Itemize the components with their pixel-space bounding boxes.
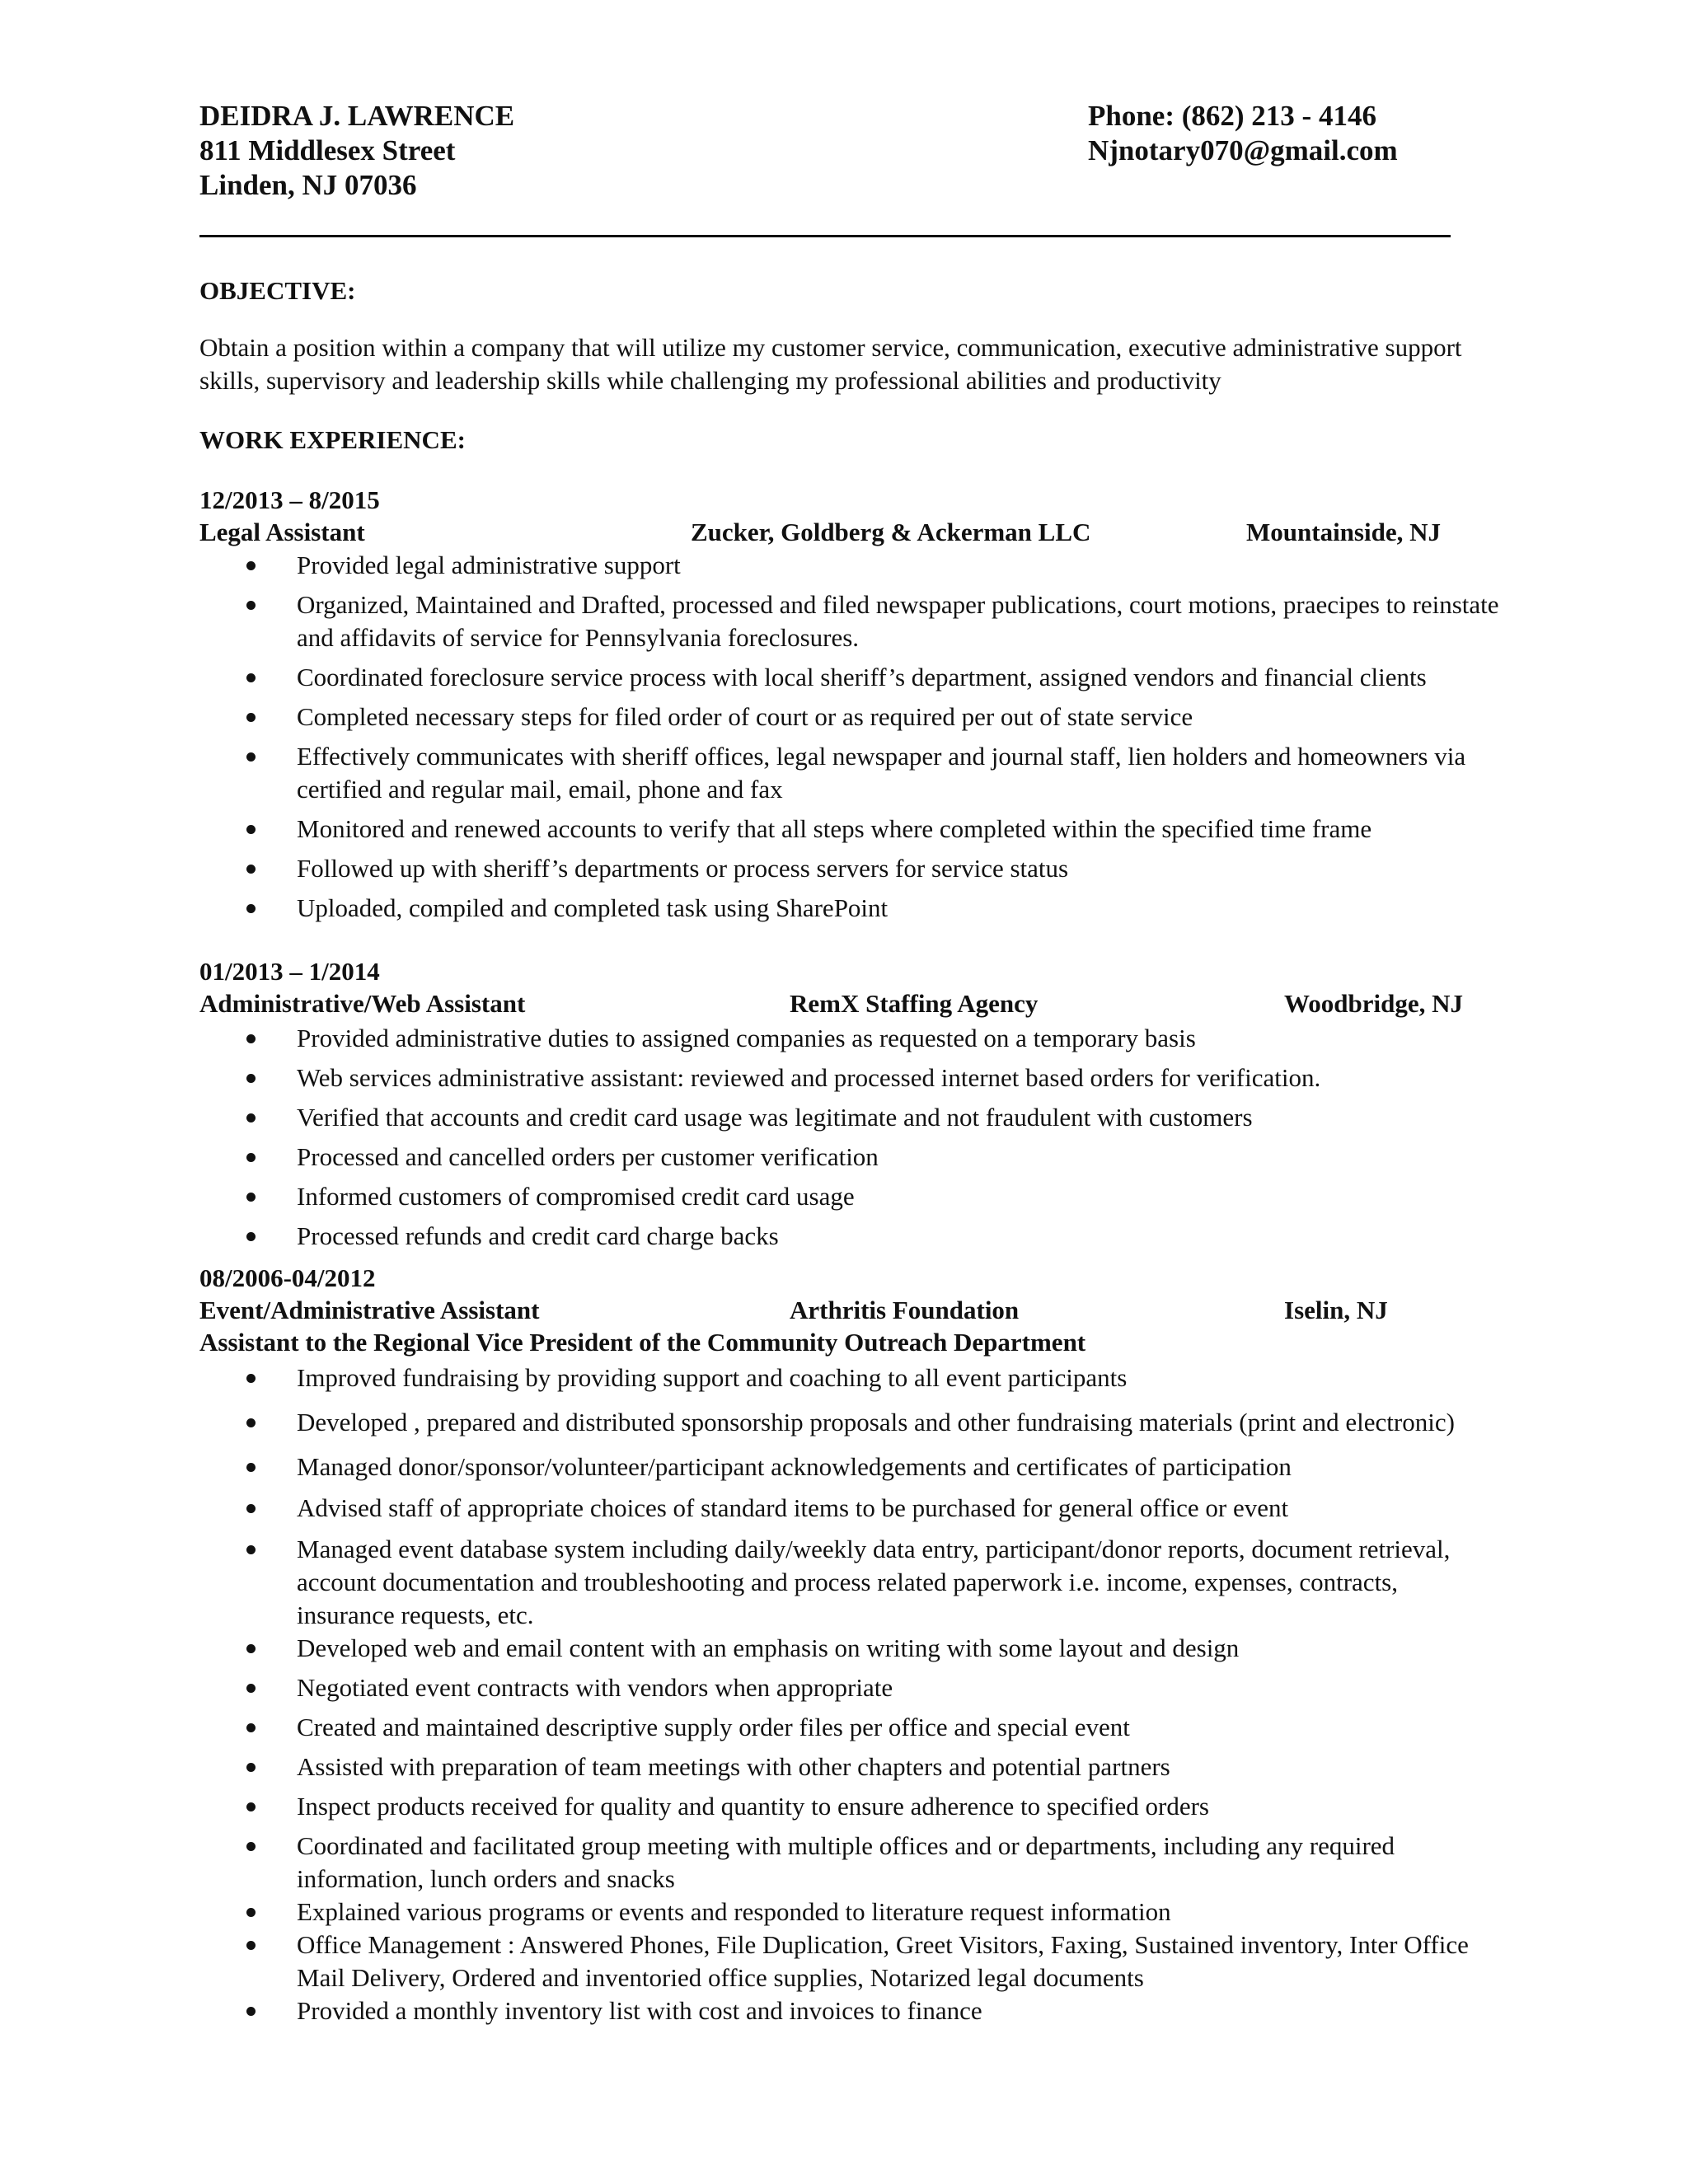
list-item: Monitored and renewed accounts to verify that all steps where completed within the specified time frame [199, 813, 1502, 846]
bullet-icon [246, 1374, 256, 1383]
bullet-icon [246, 1504, 256, 1513]
job-company: RemX Staffing Agency [790, 989, 1039, 1018]
bullet-icon [246, 1684, 256, 1693]
job-bullets [199, 1022, 1502, 1253]
job-subtitle: Assistant to the Regional Vice President of the Community Outreach Department [199, 1328, 1086, 1357]
bullet-icon [246, 752, 256, 762]
list-item: Managed event database system including daily/weekly data entry, participant/donor reports, document retrieval, account documentation and troubleshooting and process related paperwork i.e. income, expenses, contracts, insurance requests, etc. [199, 1533, 1502, 1632]
bullet-icon [246, 1232, 256, 1241]
bullet-icon [246, 1153, 256, 1162]
bullet-icon [246, 1074, 256, 1083]
job-location: Iselin, NJ [1284, 1296, 1388, 1324]
bullet-icon [246, 1941, 256, 1950]
bullet-icon [246, 1545, 256, 1554]
list-item: Assisted with preparation of team meetings with other chapters and potential partners [199, 1750, 1502, 1783]
work-experience-heading: WORK EXPERIENCE: [199, 425, 466, 454]
job-title: Event/Administrative Assistant [199, 1296, 540, 1324]
bullet-icon [246, 673, 256, 682]
bullet-icon [246, 601, 256, 610]
job-company: Zucker, Goldberg & Ackerman LLC [691, 518, 1091, 546]
objective-text: Obtain a position within a company that will utilize my customer service, communication, executive administrative support skills, supervisory and leadership skills while challenging my professional abilities and productivity [199, 333, 1462, 395]
bullet-icon [246, 1644, 256, 1653]
bullet-icon [246, 2007, 256, 2016]
list-item: Created and maintained descriptive supply order files per office and special event [199, 1711, 1502, 1744]
job-location: Mountainside, NJ [1246, 518, 1441, 546]
bullet-icon [246, 904, 256, 913]
bullet-icon [246, 1418, 256, 1427]
list-item: Processed and cancelled orders per customer verification [199, 1141, 1502, 1174]
bullet-icon [246, 1842, 256, 1851]
list-item: Organized, Maintained and Drafted, processed and filed newspaper publications, court motions, praecipes to reinstate and affidavits of service for Pennsylvania foreclosures. [199, 588, 1502, 654]
list-item: Explained various programs or events and responded to literature request information [199, 1896, 1502, 1929]
bullet-icon [246, 1463, 256, 1472]
job-dates: 12/2013 – 8/2015 [199, 485, 380, 514]
header-divider [199, 235, 1451, 237]
bullet-icon [246, 1723, 256, 1732]
list-item: Followed up with sheriff’s departments or process servers for service status [199, 852, 1502, 885]
list-item: Completed necessary steps for filed order of court or as required per out of state service [199, 701, 1502, 733]
list-item: Informed customers of compromised credit card usage [199, 1180, 1502, 1213]
list-item: Effectively communicates with sheriff offices, legal newspaper and journal staff, lien holders and homeowners via certified and regular mail, email, phone and fax [199, 740, 1502, 806]
list-item: Processed refunds and credit card charge backs [199, 1220, 1502, 1253]
list-item: Provided administrative duties to assigned companies as requested on a temporary basis [199, 1022, 1502, 1055]
list-item: Provided legal administrative support [199, 549, 1502, 582]
city-address: Linden, NJ 07036 [199, 169, 417, 201]
list-item: Uploaded, compiled and completed task using SharePoint [199, 892, 1502, 925]
bullet-icon [246, 1034, 256, 1043]
bullet-icon [246, 865, 256, 874]
objective-heading: OBJECTIVE: [199, 276, 356, 305]
job-title: Administrative/Web Assistant [199, 989, 526, 1018]
bullet-icon [246, 713, 256, 722]
list-item: Provided a monthly inventory list with cost and invoices to finance [199, 1994, 1502, 2027]
candidate-name: DEIDRA J. LAWRENCE [199, 100, 515, 132]
job-title: Legal Assistant [199, 518, 365, 546]
bullet-icon [246, 1908, 256, 1917]
job-company: Arthritis Foundation [790, 1296, 1020, 1324]
list-item: Improved fundraising by providing support and coaching to all event participants [199, 1361, 1502, 1394]
bullet-icon [246, 1802, 256, 1811]
bullet-icon [246, 1763, 256, 1772]
list-item: Managed donor/sponsor/volunteer/participant acknowledgements and certificates of participation [199, 1451, 1502, 1483]
list-item: Web services administrative assistant: reviewed and processed internet based orders for verification. [199, 1062, 1502, 1094]
list-item: Office Management : Answered Phones, File Duplication, Greet Visitors, Faxing, Sustained inventory, Inter Office Mail Delivery, Ordered and inventoried office supplies, Notarized legal documents [199, 1929, 1502, 1994]
bullet-icon [246, 825, 256, 834]
list-item: Developed web and email content with an emphasis on writing with some layout and design [199, 1632, 1502, 1665]
bullet-icon [246, 1113, 256, 1122]
list-item: Negotiated event contracts with vendors when appropriate [199, 1671, 1502, 1704]
list-item: Coordinated and facilitated group meeting with multiple offices and or departments, including any required information, lunch orders and snacks [199, 1830, 1502, 1896]
list-item: Inspect products received for quality and quantity to ensure adherence to specified orders [199, 1790, 1502, 1823]
job-bullets [199, 549, 1502, 925]
street-address: 811 Middlesex Street [199, 134, 456, 166]
job-bullets [199, 1361, 1502, 2027]
bullet-icon [246, 561, 256, 570]
job-dates: 08/2006-04/2012 [199, 1263, 376, 1292]
email-address: Njnotary070@gmail.com [1088, 134, 1398, 166]
list-item: Developed , prepared and distributed sponsorship proposals and other fundraising materials (print and electronic) [199, 1403, 1502, 1442]
list-item: Coordinated foreclosure service process with local sheriff’s department, assigned vendors and financial clients [199, 661, 1502, 694]
job-location: Woodbridge, NJ [1284, 989, 1464, 1018]
bullet-icon [246, 1193, 256, 1202]
list-item: Advised staff of appropriate choices of standard items to be purchased for general office or event [199, 1492, 1502, 1525]
phone-number: Phone: (862) 213 - 4146 [1088, 100, 1376, 132]
job-dates: 01/2013 – 1/2014 [199, 957, 380, 986]
list-item: Verified that accounts and credit card usage was legitimate and not fraudulent with customers [199, 1101, 1502, 1134]
